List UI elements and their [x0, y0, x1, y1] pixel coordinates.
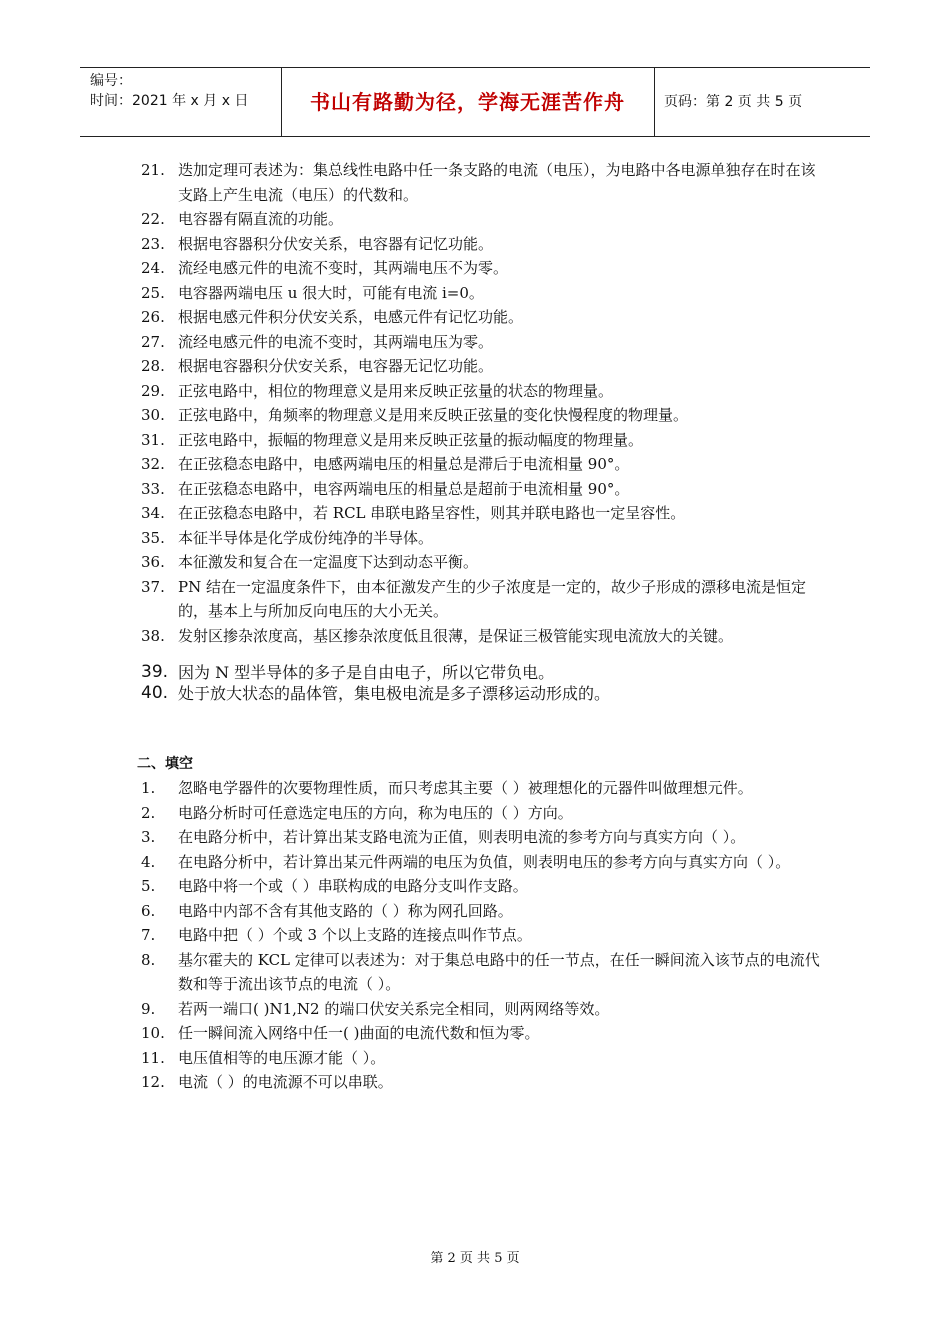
- item-number: 5.: [141, 877, 156, 895]
- item-number: 8.: [141, 950, 156, 969]
- list-item: [141, 281, 821, 306]
- section-title: 二、填空: [137, 756, 193, 772]
- item-number: 22.: [141, 210, 165, 228]
- header-meta: [80, 68, 282, 136]
- item-text: 在正弦稳态电路中，电感两端电压的相量总是滞后于电流相量 90°。: [178, 455, 630, 473]
- item-number: 34.: [141, 504, 165, 522]
- page-footer: 第 2 页 共 5 页: [430, 1251, 520, 1266]
- time-label: 时间：2021 年 x 月 x 日: [90, 93, 249, 109]
- list-item: [141, 575, 821, 624]
- item-number: 9.: [141, 999, 156, 1018]
- item-text: 电路中将一个或（ ）串联构成的电路分支叫作支路。: [178, 877, 528, 895]
- list-item: [141, 683, 821, 704]
- item-text: 迭加定理可表述为：集总线性电路中任一条支路的电流（电压），为电路中各电源单独存在时在该支路上产生电流（电压）的代数和。: [178, 161, 816, 204]
- item-number: 35.: [141, 528, 165, 547]
- item-text: 在电路分析中，若计算出某元件两端的电压为负值，则表明电压的参考方向与真实方向（ ）。: [178, 852, 791, 871]
- item-number: 39.: [141, 662, 169, 682]
- item-number: 30.: [141, 406, 165, 424]
- motto: 书山有路勤为径，学海无涯苦作舟: [310, 90, 625, 114]
- list-item: [141, 899, 821, 924]
- list-item: [141, 501, 821, 526]
- list-item: [141, 874, 821, 899]
- item-number: 28.: [141, 357, 165, 375]
- item-text: 忽略电学器件的次要物理性质，而只考虑其主要（ ）被理想化的元器件叫做理想元件。: [178, 779, 753, 797]
- item-text: 电路分析时可任意选定电压的方向，称为电压的（ ）方向。: [178, 803, 573, 822]
- item-number: 7.: [141, 926, 156, 944]
- list-item: [141, 379, 821, 404]
- item-text: 电路中内部不含有其他支路的（ ）称为网孔回路。: [178, 901, 513, 920]
- list-item: [141, 825, 821, 850]
- item-text: 发射区掺杂浓度高，基区掺杂浓度低且很薄，是保证三极管能实现电流放大的关键。: [178, 626, 734, 645]
- item-number: 25.: [141, 283, 165, 302]
- list-item: [141, 624, 821, 649]
- list-item: [141, 948, 821, 997]
- list-item: [141, 428, 821, 453]
- item-text: 正弦电路中，振幅的物理意义是用来反映正弦量的振动幅度的物理量。: [178, 430, 644, 449]
- item-text: 任一瞬间流入网络中任一( )曲面的电流代数和恒为零。: [178, 1024, 540, 1042]
- item-text: 电容器两端电压 u 很大时，可能有电流 i=0。: [178, 283, 484, 302]
- item-number: 27.: [141, 332, 165, 351]
- item-text: 若两一端口( )N1,N2 的端口伏安关系完全相同，则两网络等效。: [178, 999, 610, 1018]
- list-item: [141, 207, 821, 232]
- item-text: 流经电感元件的电流不变时，其两端电压为零。: [178, 332, 494, 351]
- judgment-list: [141, 158, 821, 648]
- item-text: PN 结在一定温度条件下，由本征激发产生的少子浓度是一定的，故少子形成的漂移电流是恒定的，基本上与所加反向电压的大小无关。: [178, 577, 806, 620]
- item-text: 电容器有隔直流的功能。: [178, 210, 344, 228]
- list-item: [141, 1070, 821, 1095]
- item-number: 29.: [141, 381, 165, 400]
- item-number: 37.: [141, 577, 165, 596]
- item-number: 3.: [141, 828, 156, 846]
- header-motto-cell: [281, 68, 655, 136]
- list-item: [141, 776, 821, 801]
- list-item: [141, 1046, 821, 1071]
- item-number: 33.: [141, 479, 165, 498]
- item-number: 38.: [141, 626, 165, 645]
- item-number: 2.: [141, 803, 156, 822]
- item-text: 本征激发和复合在一定温度下达到动态平衡。: [178, 553, 479, 571]
- item-text: 根据电容器积分伏安关系，电容器无记忆功能。: [178, 357, 494, 375]
- item-text: 在电路分析中，若计算出某支路电流为正值，则表明电流的参考方向与真实方向（ ）。: [178, 828, 746, 846]
- item-text: 处于放大状态的晶体管，集电极电流是多子漂移运动形成的。: [178, 684, 611, 703]
- list-item: [141, 305, 821, 330]
- item-number: 36.: [141, 553, 165, 571]
- list-item: [141, 550, 821, 575]
- item-number: 26.: [141, 308, 165, 326]
- item-text: 基尔霍夫的 KCL 定律可以表述为：对于集总电路中的任一节点，在任一瞬间流入该节点的电流代数和等于流出该节点的电流（ ）。: [178, 950, 820, 993]
- number-label: 编号：: [90, 73, 132, 89]
- document-body: [137, 158, 821, 1095]
- item-text: 本征半导体是化学成份纯净的半导体。: [178, 528, 434, 547]
- item-number: 1.: [141, 779, 156, 797]
- list-item: [141, 1021, 821, 1046]
- list-item: [141, 403, 821, 428]
- page-info: 页码：第 2 页 共 5 页: [664, 94, 803, 110]
- item-text: 根据电感元件积分伏安关系，电感元件有记忆功能。: [178, 308, 524, 326]
- list-item: [141, 526, 821, 551]
- list-item: [141, 158, 821, 207]
- list-item: [141, 477, 821, 502]
- item-number: 31.: [141, 430, 165, 449]
- item-text: 正弦电路中，相位的物理意义是用来反映正弦量的状态的物理量。: [178, 381, 614, 400]
- item-text: 电流（ ）的电流源不可以串联。: [178, 1073, 393, 1091]
- item-text: 在正弦稳态电路中，电容两端电压的相量总是超前于电流相量 90°。: [178, 479, 630, 498]
- header-page-cell: [654, 68, 870, 136]
- item-number: 32.: [141, 455, 165, 473]
- list-item: [141, 452, 821, 477]
- list-item: [141, 850, 821, 875]
- item-number: 23.: [141, 234, 165, 253]
- item-number: 12.: [141, 1073, 165, 1091]
- list-item: [141, 256, 821, 281]
- list-item: [141, 997, 821, 1022]
- list-item: [141, 330, 821, 355]
- item-text: 正弦电路中，角频率的物理意义是用来反映正弦量的变化快慢程度的物理量。: [178, 406, 689, 424]
- item-number: 4.: [141, 852, 156, 871]
- list-item: [141, 354, 821, 379]
- item-number: 21.: [141, 161, 165, 179]
- item-number: 6.: [141, 901, 156, 920]
- judgment-list-continued: [141, 662, 821, 704]
- item-text: 电压值相等的电压源才能（ ）。: [178, 1048, 386, 1067]
- item-text: 根据电容器积分伏安关系，电容器有记忆功能。: [178, 234, 494, 253]
- item-text: 在正弦稳态电路中，若 RCL 串联电路呈容性，则其并联电路也一定呈容性。: [178, 504, 686, 522]
- item-number: 10.: [141, 1024, 165, 1042]
- list-item: [141, 232, 821, 257]
- list-item: [141, 662, 821, 683]
- item-number: 11.: [141, 1048, 165, 1067]
- item-number: 24.: [141, 259, 165, 277]
- fill-blank-list: [141, 776, 821, 1095]
- item-text: 流经电感元件的电流不变时，其两端电压不为零。: [178, 259, 509, 277]
- document-header: [80, 67, 870, 137]
- list-item: [141, 801, 821, 826]
- item-text: 因为 N 型半导体的多子是自由电子，所以它带负电。: [178, 663, 555, 682]
- list-item: [141, 923, 821, 948]
- item-number: 40.: [141, 683, 169, 703]
- item-text: 电路中把（ ）个或 3 个以上支路的连接点叫作节点。: [178, 926, 532, 944]
